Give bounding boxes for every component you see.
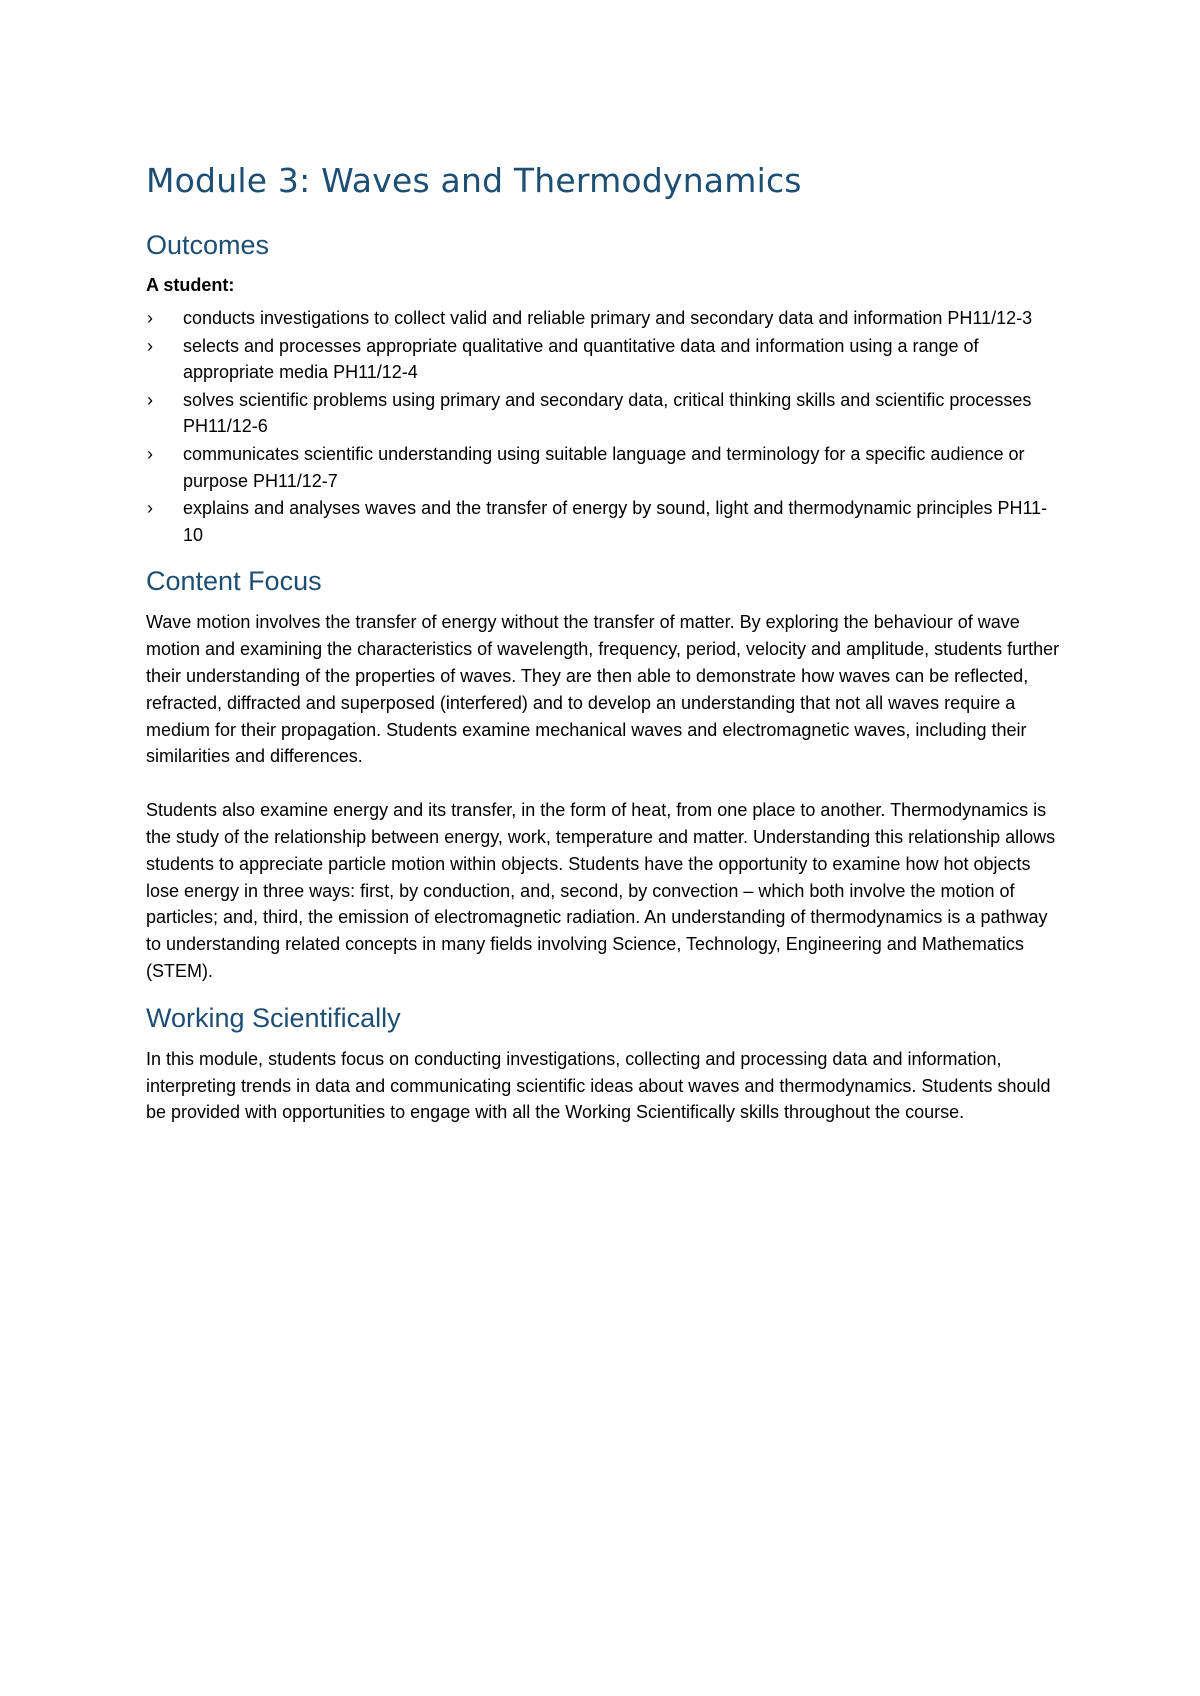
outcome-text: solves scientific problems using primary and secondary data, critical thinking skills and scientific processes PH11/12-6 — [183, 389, 1032, 437]
content-focus-paragraph: Wave motion involves the transfer of energy without the transfer of matter. By exploring the behaviour of wave motion and examining the characteristics of wavelength, frequency, period, velocity and amplitude, students further their understanding of the properties of waves. They are then able to demonstrate how waves can be reflected, refracted, diffracted and superposed (interfered) and to develop an understanding that not all waves require a medium for their propagation. Students examine mechanical waves and electromagnetic waves, including their similarities and differences. — [146, 612, 1060, 767]
chevron-right-icon: › — [147, 443, 153, 464]
outcome-text: explains and analyses waves and the transfer of energy by sound, light and thermodynamic principles PH11-10 — [183, 498, 1048, 545]
outcome-text: selects and processes appropriate qualitative and quantitative data and information using a range of appropriate media PH11/12-4 — [183, 335, 979, 383]
document-page — [146, 158, 1066, 1126]
list-item — [146, 333, 1066, 386]
chevron-right-icon: › — [147, 498, 153, 519]
list-item — [146, 387, 1066, 440]
outcomes-list — [146, 305, 1066, 548]
list-item — [146, 305, 1066, 332]
list-item — [146, 441, 1066, 494]
working-scientifically-heading: Working Scientifically — [146, 1002, 401, 1033]
working-scientifically-paragraph: In this module, students focus on conducting investigations, collecting and processing data and information, interpreting trends in data and communicating scientific ideas about waves and thermodynamics. Students should be provided with opportunities to engage with all the Working Scientifically skills throughout the course. — [146, 1048, 1051, 1123]
outcomes-lead: A student: — [146, 275, 235, 295]
chevron-right-icon: › — [147, 335, 153, 356]
outcome-text: communicates scientific understanding using suitable language and terminology for a specific audience or purpose PH11/12-7 — [183, 443, 1025, 491]
list-item — [146, 495, 1066, 548]
page-title: Module 3: Waves and Thermodynamics — [146, 161, 802, 200]
content-focus-paragraph: Students also examine energy and its transfer, in the form of heat, from one place to another. Thermodynamics is the study of the relationship between energy, work, temperature and matter. Understanding this relationship allows students to appreciate particle motion within objects. Students have the opportunity to examine how hot objects lose energy in three ways: first, by conduction, and, second, by convection – which both involve the motion of particles; and, third, the emission of electromagnetic radiation. An understanding of thermodynamics is a pathway to understanding related concepts in many fields involving Science, Technology, Engineering and Mathematics (STEM). — [146, 800, 1056, 981]
chevron-right-icon: › — [147, 308, 153, 328]
outcomes-heading: Outcomes — [146, 230, 270, 260]
content-focus-heading: Content Focus — [146, 566, 322, 597]
outcome-text: conducts investigations to collect valid and reliable primary and secondary data and information PH11/12-3 — [183, 308, 1033, 328]
chevron-right-icon: › — [147, 389, 153, 410]
